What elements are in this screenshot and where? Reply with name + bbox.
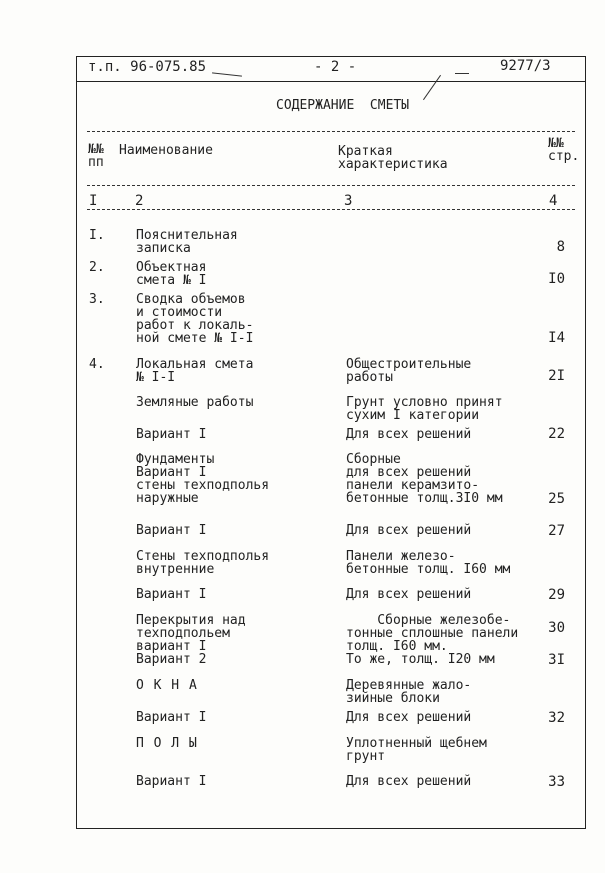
col-number-2: 2 xyxy=(135,193,144,209)
row-description: Для всех решений xyxy=(346,587,472,602)
row-page-number: 22 xyxy=(548,426,565,442)
row-name: Перекрытия над техподпольем вариант I xyxy=(136,613,246,654)
row-name: Земляные работы xyxy=(136,395,254,410)
table-top-rule xyxy=(87,131,575,132)
table-numbers-rule xyxy=(87,209,575,210)
row-description: Сборные для всех решений панели керамзито- бетонные толщ.3I0 мм xyxy=(346,452,503,506)
row-name: Вариант I xyxy=(136,523,207,538)
row-description: Панели железо- бетонные толщ. I60 мм xyxy=(346,549,511,577)
row-name: Фундаменты Вариант I стены техподполья наружные xyxy=(136,452,270,506)
row-name: Вариант 2 xyxy=(136,652,207,667)
row-description: Сборные железобе- тонные сплошные панели толщ. I60 мм. xyxy=(346,613,519,654)
row-name: Локальная смета № I-I xyxy=(136,357,254,385)
row-page-number: 2I xyxy=(548,368,565,384)
row-name: Вариант I xyxy=(136,587,207,602)
row-page-number: 8 xyxy=(556,239,565,255)
row-description: Уплотненный щебнем грунт xyxy=(346,736,487,764)
row-page-number: I4 xyxy=(548,330,565,346)
row-description: Грунт условно принят сухим I категории xyxy=(346,395,503,423)
row-name: Пояснительная записка xyxy=(136,228,238,256)
row-number: 3. xyxy=(89,292,105,307)
row-page-number: 32 xyxy=(548,710,565,726)
header-doc-number: 9277/3 xyxy=(500,58,551,74)
table-header-rule xyxy=(87,185,575,186)
col-header-page: №№ стр. xyxy=(548,136,580,164)
row-number: 2. xyxy=(89,260,105,275)
header-rule xyxy=(77,81,585,82)
row-name: П О Л Ы xyxy=(136,736,198,751)
header-code: т.п. 96-075.85 xyxy=(88,59,207,75)
title-stroke xyxy=(423,75,441,100)
row-description: Для всех решений xyxy=(346,427,472,442)
row-number: 4. xyxy=(89,357,105,372)
row-name: Вариант I xyxy=(136,774,207,789)
row-name: О К Н А xyxy=(136,678,198,693)
row-name: Стены техподполья внутренние xyxy=(136,549,270,577)
row-name: Вариант I xyxy=(136,710,207,725)
col-number-1: I xyxy=(89,193,98,209)
row-page-number: 30 xyxy=(548,620,565,636)
row-page-number: 33 xyxy=(548,774,565,790)
row-page-number: 29 xyxy=(548,587,565,603)
row-name: Объектная смета № I xyxy=(136,260,207,288)
row-name: Сводка объемов и стоимости работ к локаль- ной смете № I-I xyxy=(136,292,254,346)
header-page-number: - 2 - xyxy=(314,59,357,75)
row-name: Вариант I xyxy=(136,427,207,442)
col-number-4: 4 xyxy=(549,193,558,209)
row-description: То же, толщ. I20 мм xyxy=(346,652,495,667)
col-header-desc: Краткая характеристика xyxy=(338,144,448,172)
row-page-number: 3I xyxy=(548,652,565,668)
row-description: Для всех решений xyxy=(346,523,472,538)
col-number-3: 3 xyxy=(344,193,353,209)
col-header-name: Наименование xyxy=(119,143,213,158)
row-description: Общестроительные работы xyxy=(346,357,472,385)
row-description: Деревянные жало- зийные блоки xyxy=(346,678,472,706)
row-page-number: 25 xyxy=(548,491,565,507)
row-page-number: 27 xyxy=(548,523,565,539)
row-page-number: I0 xyxy=(548,271,565,287)
col-header-num: №№ пп xyxy=(88,142,104,170)
document-title: СОДЕРЖАНИЕ СМЕТЫ xyxy=(276,98,410,113)
row-number: I. xyxy=(89,228,105,243)
row-description: Для всех решений xyxy=(346,774,472,789)
row-description: Для всех решений xyxy=(346,710,472,725)
